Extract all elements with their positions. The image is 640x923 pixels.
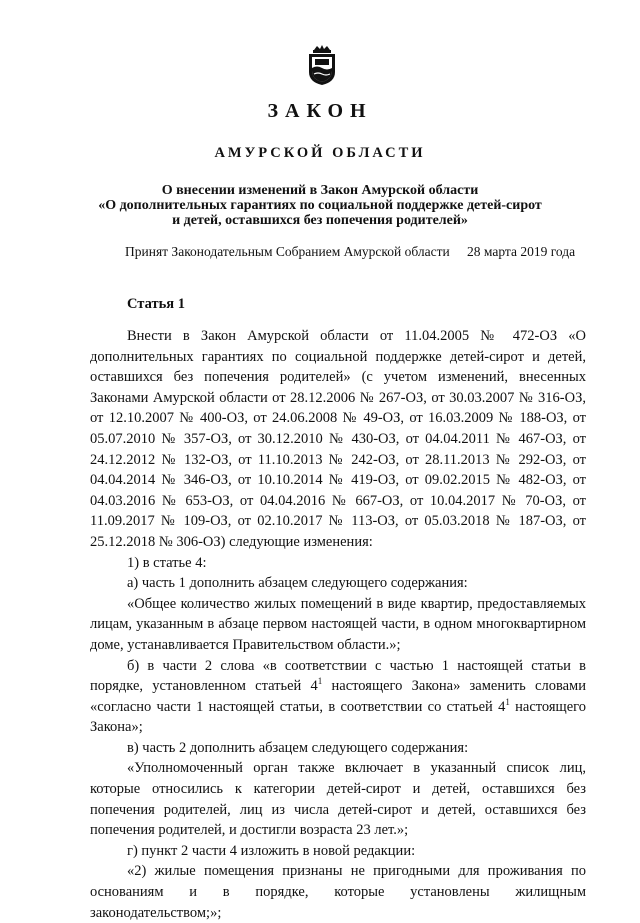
paragraph <box>90 656 586 738</box>
superscript: 1 <box>317 676 323 687</box>
paragraph-text: настоящего Закона»; <box>90 698 586 736</box>
article-intro: Внести в Закон Амурской области от 11.04.2005 № 472-ОЗ «О дополнительных гарантиях по социальной поддержке детей-сирот и детей, оставшихся без попечения родителей» (с учетом изменений, внесенных Законами Амурской области от 28.12.2006 № 267-ОЗ, от 30.03.2007 № 316-ОЗ, от 12.10.2007 № 400-ОЗ, от 24.06.2008 № 49-ОЗ, от 16.03.2009 № 188-ОЗ, от 05.07.2010 № 357-ОЗ, от 30.12.2010 № 430-ОЗ, от 04.04.2011 № 467-ОЗ, от 24.12.2012 № 132-ОЗ, от 11.10.2013 № 242-ОЗ, от 28.11.2013 № 292-ОЗ, от 04.04.2014 № 346-ОЗ, от 10.10.2014 № 419-ОЗ, от 09.02.2015 № 482-ОЗ, от 04.03.2016 № 653-ОЗ, от 04.04.2016 № 667-ОЗ, от 10.04.2017 № 70-ОЗ, от 11.09.2017 № 109-ОЗ, от 02.10.2017 № 113-ОЗ, от 05.03.2018 № 187-ОЗ, от 25.12.2018 № 306-ОЗ) следующие изменения: <box>90 328 586 550</box>
region-name: АМУРСКОЙ ОБЛАСТИ <box>214 145 426 161</box>
paragraph: «2) жилые помещения признаны не пригодными для проживания по основаниям и в порядке, которые установлены жилищным законодательством;»; <box>90 863 586 921</box>
superscript: 1 <box>505 696 510 707</box>
article-body <box>90 326 586 923</box>
adopted-by: Принят Законодательным Собранием Амурской области <box>125 244 450 259</box>
paragraph-text: б) в части 2 слова «в соответствии с частью 1 настоящей статьи в порядке, установленном статьей 4 <box>90 657 586 695</box>
paragraph: г) пункт 2 части 4 изложить в новой редакции: <box>127 842 416 859</box>
law-subject-line: О внесении изменений в Закон Амурской области <box>161 183 479 198</box>
law-subject <box>0 183 640 228</box>
paragraph: «Уполномоченный орган также включает в указанный список лиц, которые относились к категории детей-сирот и детей, оставшихся без попечения родителей, лиц из числа детей-сирот и детей, оставшихся без попечения родителей, и достигли возраста 23 лет.»; <box>90 760 586 839</box>
amur-region-coat-of-arms-icon <box>306 44 338 86</box>
adoption-date: 28 марта 2019 года <box>467 244 576 259</box>
paragraph: 1) в статье 4: <box>127 554 207 571</box>
document-title: ЗАКОН <box>267 100 373 122</box>
law-subject-line: и детей, оставшихся без попечения родителей» <box>172 213 468 228</box>
law-subject-line: «О дополнительных гарантиях по социальной поддержке детей-сирот <box>98 198 542 213</box>
paragraph: а) часть 1 дополнить абзацем следующего содержания: <box>127 575 468 592</box>
paragraph-text: настоящего Закона» заменить словами «согласно части 1 настоящей статьи, в соответствии со статьей 4 <box>90 678 586 715</box>
paragraph: «Общее количество жилых помещений в виде квартир, предоставляемых лицам, указанным в абзаце первом настоящей части, в одном многоквартирном доме, устанавливается Правительством области.»; <box>90 595 586 653</box>
paragraph: в) часть 2 дополнить абзацем следующего содержания: <box>127 739 469 756</box>
article-heading: Статья 1 <box>127 296 185 312</box>
